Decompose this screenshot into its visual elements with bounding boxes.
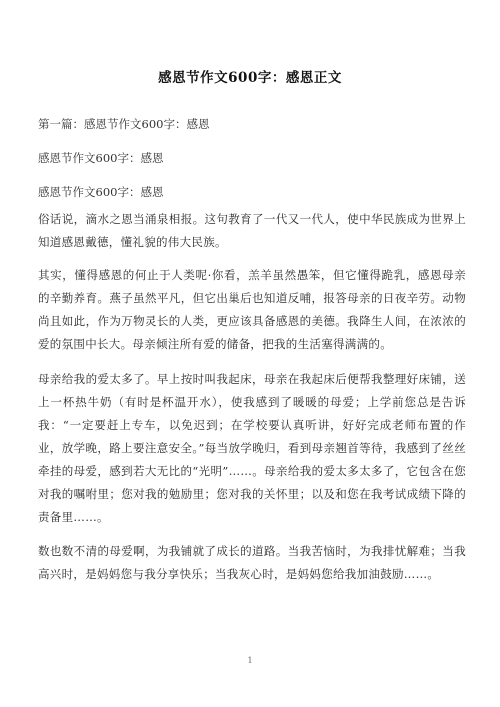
page-number: 1: [247, 656, 253, 665]
document-title: 感恩节作文600字：感恩正文: [158, 70, 342, 86]
subtitle-line: 感恩节作文600字：感恩: [38, 151, 164, 165]
paragraph: 其实，懂得感恩的何止于人类呢·你看，羔羊虽然愚笨，但它懂得跪乳，感恩母亲的辛勤养育。燕子虽然平凡，但它出巢后也知道反哺，报答母亲的日夜辛劳。动物尚且如此，作为万物灵长的人类，更应该具备感恩的美德。我降生人间，在浓浓的爱的氛围中长大。母亲倾注所有爱的储备，把我的生活塞得满满的。: [38, 268, 466, 351]
paragraph: 数也数不清的母爱啊，为我铺就了成长的道路。当我苦恼时，为我排忧解难；当我高兴时，是妈妈您与我分享快乐；当我灰心时，是妈妈您给我加油鼓励……。: [38, 544, 466, 581]
subtitle-line: 感恩节作文600字：感恩: [38, 185, 164, 199]
paragraph: 俗话说，滴水之恩当涌泉相报。这句教育了一代又一代人，使中华民族成为世界上知道感恩戴德，懂礼貌的伟大民族。: [38, 212, 466, 249]
paragraph: 母亲给我的爱太多了。早上按时叫我起床，母亲在我起床后便帮我整理好床铺，送上一杯热牛奶（有时是杯温开水），使我感到了暖暖的母爱；上学前您总是告诉我：“一定要赶上专车，以免迟到；在学校要认真听讲，好好完成老师布置的作业，放学晚，路上要注意安全。”每当放学晚归，看到母亲翘首等待，我感到了丝丝牵挂的母爱，感到若大无比的“光明”……。母亲给我的爱太多太多了，它包含在您对我的嘱咐里；您对我的勉励里；您对我的关怀里；以及和您在我考试成绩下降的责备里……。: [38, 372, 466, 524]
section-heading: 第一篇：感恩节作文600字：感恩: [38, 117, 210, 131]
